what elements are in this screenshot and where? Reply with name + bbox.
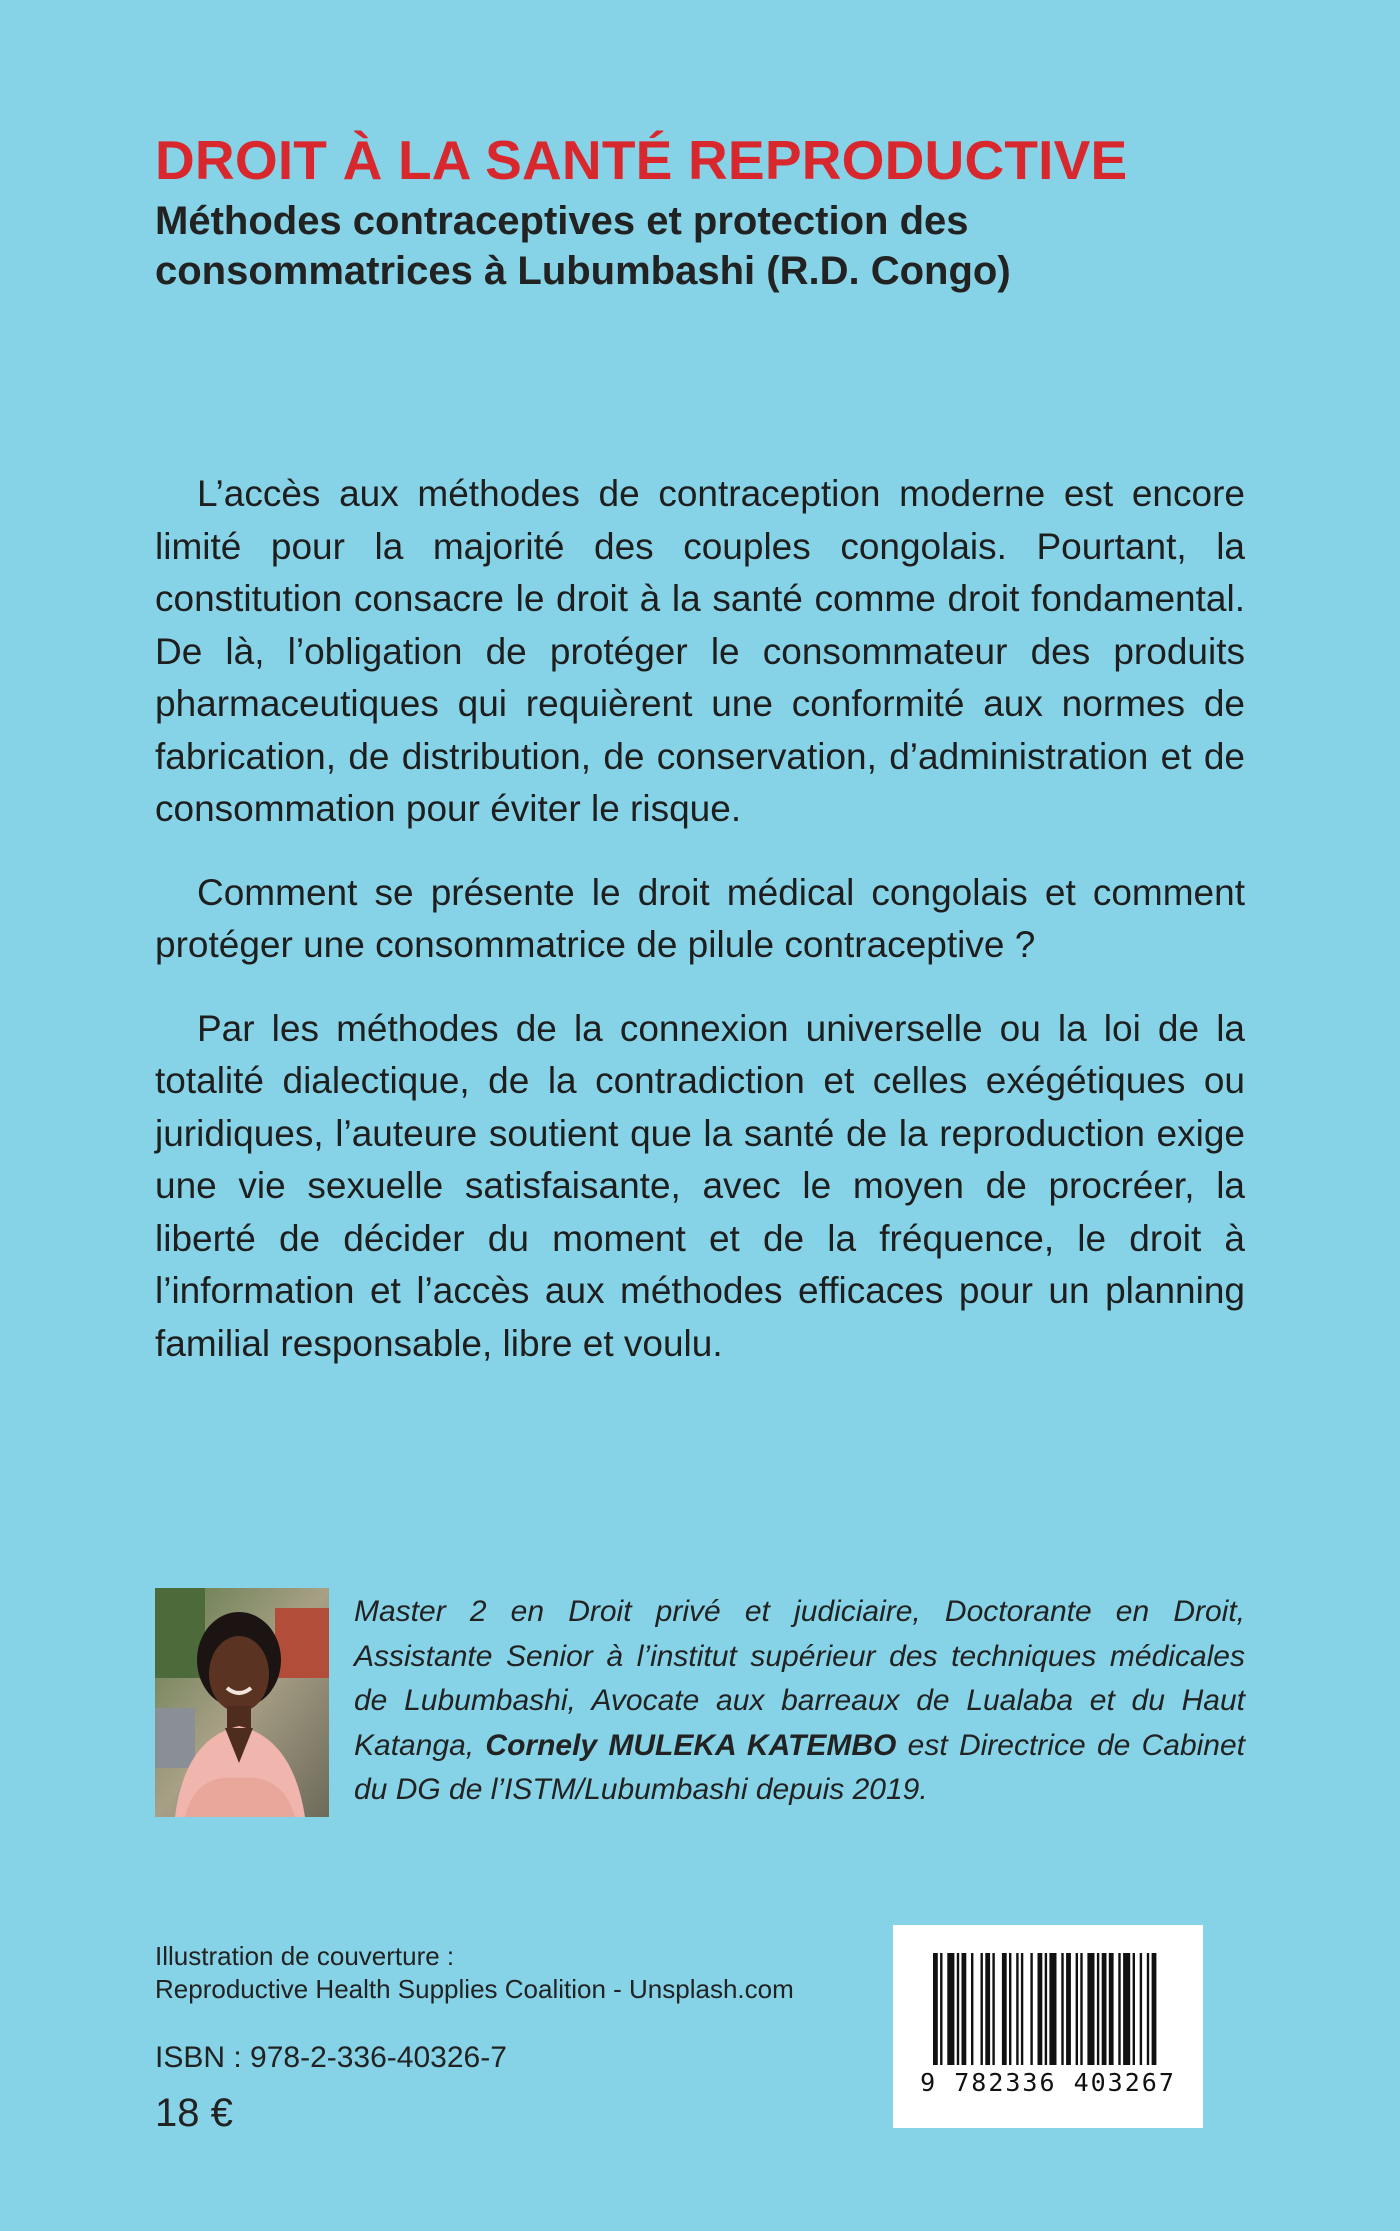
barcode-bar [981, 1953, 983, 2065]
blurb-paragraph: Par les méthodes de la connexion universelle ou la loi de la totalité dialectique, de la contradiction et celles exégétiques ou juridiques, l’auteure soutient que la santé de la reproduction exige une vie sexuelle satisfaisante, avec le moyen de procréer, la liberté de décider du moment et de la fréquence, le droit à l’information et l’accès aux méthodes efficaces pour un planning familial responsable, libre et voulu. [155, 1007, 1245, 1364]
author-name: Cornely MULEKA KATEMBO [485, 1728, 897, 1762]
cover-illustration-credit [155, 1940, 794, 2006]
barcode-bar [1097, 1953, 1099, 2065]
blurb-paragraph: Comment se présente le droit médical congolais et comment protéger une consommatrice de pilule contraceptive ? [155, 871, 1245, 965]
barcode-bar [1133, 1953, 1135, 2065]
barcode-bar [1021, 1953, 1023, 2065]
barcode-bar [1140, 1953, 1142, 2065]
barcode-bars [893, 1925, 1203, 2128]
blurb [155, 468, 1245, 1401]
barcode-bar [933, 1953, 938, 2065]
price: 18 € [155, 2091, 233, 2135]
barcode-bar [1002, 1953, 1007, 2065]
credit-line: Reproductive Health Supplies Coalition - Unsplash.com [155, 1974, 794, 2004]
barcode-bar [1061, 1953, 1063, 2065]
barcode-bar [962, 1953, 967, 2065]
barcode [893, 1925, 1203, 2128]
barcode-bar [1087, 1953, 1094, 2065]
barcode-bar [957, 1953, 959, 2065]
barcode-bar [1118, 1953, 1120, 2065]
barcode-bar [1109, 1953, 1114, 2065]
barcode-bar [1147, 1953, 1149, 2065]
book-subtitle [155, 196, 1255, 296]
author-bio-text: Master 2 en Droit privé et judiciaire, Doctorante en Droit, Assistante Senior à l’institut supérieur des techniques médicales de Lubumbashi, Avocate aux barreaux de Lualaba et du Haut Katanga, [354, 1595, 1245, 1762]
barcode-bar [992, 1953, 994, 2065]
credit-line: Illustration de couverture : [155, 1941, 455, 1971]
subtitle-line-2: consommatrices à Lubumbashi (R.D. Congo) [155, 249, 1011, 293]
barcode-bar [1076, 1953, 1078, 2065]
author-bio-text: est Directrice de Cabinet du DG de l’ISTM/Lubumbashi depuis 2019. [354, 1728, 1246, 1807]
barcode-bar [1080, 1953, 1082, 2065]
barcode-bar [947, 1953, 954, 2065]
barcode-bar [1009, 1953, 1011, 2065]
author-photo [155, 1588, 329, 1817]
barcode-bar [1038, 1953, 1043, 2065]
barcode-bar [1102, 1953, 1107, 2065]
barcode-bar [985, 1953, 990, 2065]
subtitle-line-1: Méthodes contraceptives et protection des [155, 199, 969, 243]
barcode-bar [940, 1953, 942, 2065]
barcode-bar [1066, 1953, 1071, 2065]
book-title: DROIT À LA SANTÉ REPRODUCTIVE [155, 129, 1128, 191]
isbn: ISBN : 978-2-336-40326-7 [155, 2041, 507, 2074]
barcode-digits: 9 782336 403267 [920, 2068, 1176, 2097]
barcode-bar [1123, 1953, 1130, 2065]
barcode-bar [1045, 1953, 1047, 2065]
barcode-bar [1049, 1953, 1056, 2065]
barcode-bar [971, 1953, 973, 2065]
barcode-bar [1016, 1953, 1018, 2065]
blurb-paragraph: L’accès aux méthodes de contraception moderne est encore limité pour la majorité des couples congolais. Pourtant, la constitution consacre le droit à la santé comme droit fondamental. De là, l’obligation de protéger le consommateur des produits pharmaceutiques qui requièrent une conformité aux normes de fabrication, de distribution, de conservation, d’administration et de consommation pour éviter le risque. [155, 473, 1245, 829]
barcode-bar [1152, 1953, 1157, 2065]
author-bio [354, 1590, 1245, 1813]
barcode-bar [1030, 1953, 1032, 2065]
